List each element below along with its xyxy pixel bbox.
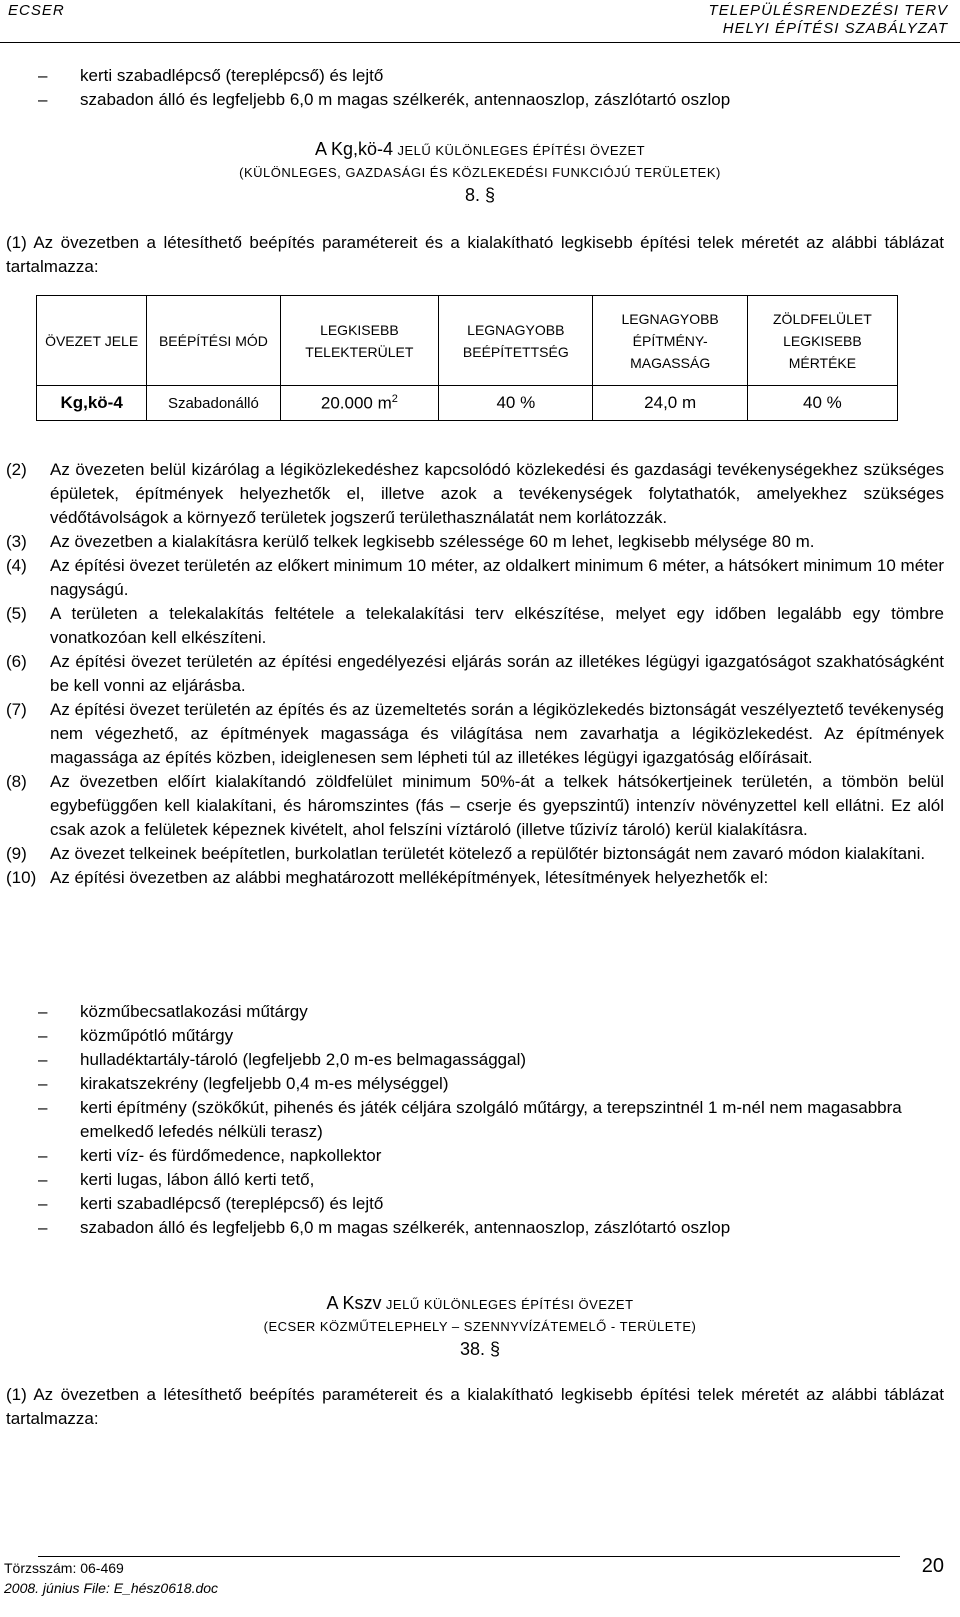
col-header: LEGNAGYOBB ÉPÍTMÉNY-MAGASSÁG [593,296,747,386]
col-header: ZÖLDFELÜLET LEGKISEBB MÉRTÉKE [747,296,897,386]
section-code: A Kg,kö-4 [314,139,393,159]
header-right-title: TELEPÜLÉSRENDEZÉSI TERV [708,2,948,19]
section-subtitle: (ECSER KÖZMŰTELEPHELY – SZENNYVÍZÁTEMELŐ - TERÜLETE) [263,1319,697,1334]
header-left: ECSER [8,2,65,19]
list-item: (10) Az építési övezetben az alábbi meghatározott melléképítmények, létesítmények helyezhetők el: [6,868,769,887]
list-item: – kerti lugas, lábon álló kerti tető, [38,1170,315,1189]
table-cell: Szabadonálló [147,386,280,421]
list-item: (4) Az építési övezet területén az előkert minimum 10 méter, az oldalkert minimum 6 méter, a hátsókert minimum 10 méter nagyságú. [6,556,944,599]
list-item: (3) Az övezetben a kialakításra kerülő telkek legkisebb szélessége 60 m lehet, legkisebb mélysége 80 m. [6,532,815,551]
list-item: – kerti szabadlépcső (tereplépcső) és lejtő [38,1194,384,1213]
list-item: – szabadon álló és legfeljebb 6,0 m magas szélkerék, antennaoszlop, zászlótartó oszlop [38,90,731,109]
list-item: – kerti szabadlépcső (tereplépcső) és lejtő [38,66,384,85]
table-cell: 40 % [747,386,897,421]
list-item: (5) A területen a telekalakítás feltétele a telekalakítási terv elkészítése, melyet egy időben legalább egy tömbre vonatkozóan kell elkészíteni. [6,604,944,647]
col-header: LEGNAGYOBB BEÉPÍTETTSÉG [439,296,593,386]
list-item: – hulladéktartály-tároló (legfeljebb 2,0 m-es belmagassággal) [38,1050,527,1069]
top-dash-list [38,64,938,112]
section-title [0,138,960,206]
section-title-rest: JELŰ KÜLÖNLEGES ÉPÍTÉSI ÖVEZET [385,1297,634,1312]
col-header: ÖVEZET JELE [37,296,147,386]
table-cell: Kg,kö-4 [37,386,147,421]
page-number: 20 [921,1555,944,1577]
header-rule [0,42,960,43]
list-item: – kirakatszekrény (legfeljebb 0,4 m-es mélységgel) [38,1074,449,1093]
intro-paragraph: (1) Az övezetben a létesíthető beépítés paramétereit és a kialakítható legkisebb építési telek méretét az alábbi táblázat tartalmazza: [6,1385,944,1428]
footer-reference: Törzsszám: 06-469 [4,1560,124,1576]
list-item: (7) Az építési övezet területén az építés és az üzemeltetés során a légiközlekedés biztonságát veszélyeztető tevékenység nem végezhető, az építmények magassága és világítása nem zavarhatja a légiközlekedést. Az építmények magassága az építés közben, ideiglenesen sem lépheti túl az illetékes légügyi igazgatóság előírásait. [6,700,944,767]
rules-list [6,458,944,890]
section-code: A Kszv [326,1293,382,1313]
list-item: – kerti építmény (szökőkút, pihenés és játék céljára szolgáló műtárgy, a terepszintnél 1 m-nél nem magasabbra emelkedő lefedés nélküli terasz) [38,1098,902,1141]
col-header: BEÉPÍTÉSI MÓD [147,296,280,386]
header-right-subtitle: HELYI ÉPÍTÉSI SZABÁLYZAT [722,20,948,37]
list-item: – közműbecsatlakozási műtárgy [38,1002,308,1021]
paragraph-number: 8. § [464,185,496,205]
list-item: (8) Az övezetben előírt kialakítandó zöldfelület minimum 50%-át a telkek hátsókertjeinek területén, a tömbön belül egybefüggően kell kialakítani, és háromszintes (fás – cserje és gyepszintű) intenzív növényzettel kell ellátni. Ez alól csak azok a felületek képeznek kivételt, ahol felszíni víztároló (illetve tűzivíz tároló) kerül kialakításra. [6,772,944,839]
list-item: – kerti víz- és fürdőmedence, napkollektor [38,1146,382,1165]
list-item: – közműpótló műtárgy [38,1026,234,1045]
footer-rule [38,1556,900,1557]
col-header: LEGKISEBB TELEKTERÜLET [280,296,439,386]
section-title [0,1292,960,1360]
paragraph-number: 38. § [459,1339,501,1359]
table-cell: 40 % [439,386,593,421]
footer-file: 2008. június File: E_hész0618.doc [4,1580,219,1596]
zone-table [36,295,898,421]
list-item: – szabadon álló és legfeljebb 6,0 m magas szélkerék, antennaoszlop, zászlótartó oszlop [38,1218,731,1237]
table-cell: 20.000 $m^2$ [280,386,439,421]
list-item: (9) Az övezet telkeinek beépítetlen, burkolatlan területét kötelező a repülőtér biztonságát nem zavaró módon kialakítani. [6,844,926,863]
page-header [0,0,960,46]
list-item: (6) Az építési övezet területén az építési engedélyezési eljárás során az illetékes légügyi igazgatóságot szakhatóságként be kell vonni az eljárásba. [6,652,944,695]
annex-dash-list [38,1000,938,1240]
section-title-rest: JELŰ KÜLÖNLEGES ÉPÍTÉSI ÖVEZET [397,143,646,158]
table-cell: 24,0 m [593,386,747,421]
section-subtitle: (KÜLÖNLEGES, GAZDASÁGI ÉS KÖZLEKEDÉSI FUNKCIÓJÚ TERÜLETEK) [239,165,721,180]
list-item: (2) Az övezeten belül kizárólag a légiközlekedéshez kapcsolódó közlekedési és gazdasági tevékenységekhez szükséges épületek, építmények helyezhetők el, illetve azok a tevékenységek folytathatók, amelyekhez szükséges védőtávolságok a környező területek jogszerű területhasználatát nem korlátozzák. [6,460,944,527]
intro-paragraph: (1) Az övezetben a létesíthető beépítés paramétereit és a kialakítható legkisebb építési telek méretét az alábbi táblázat tartalmazza: [6,233,944,276]
